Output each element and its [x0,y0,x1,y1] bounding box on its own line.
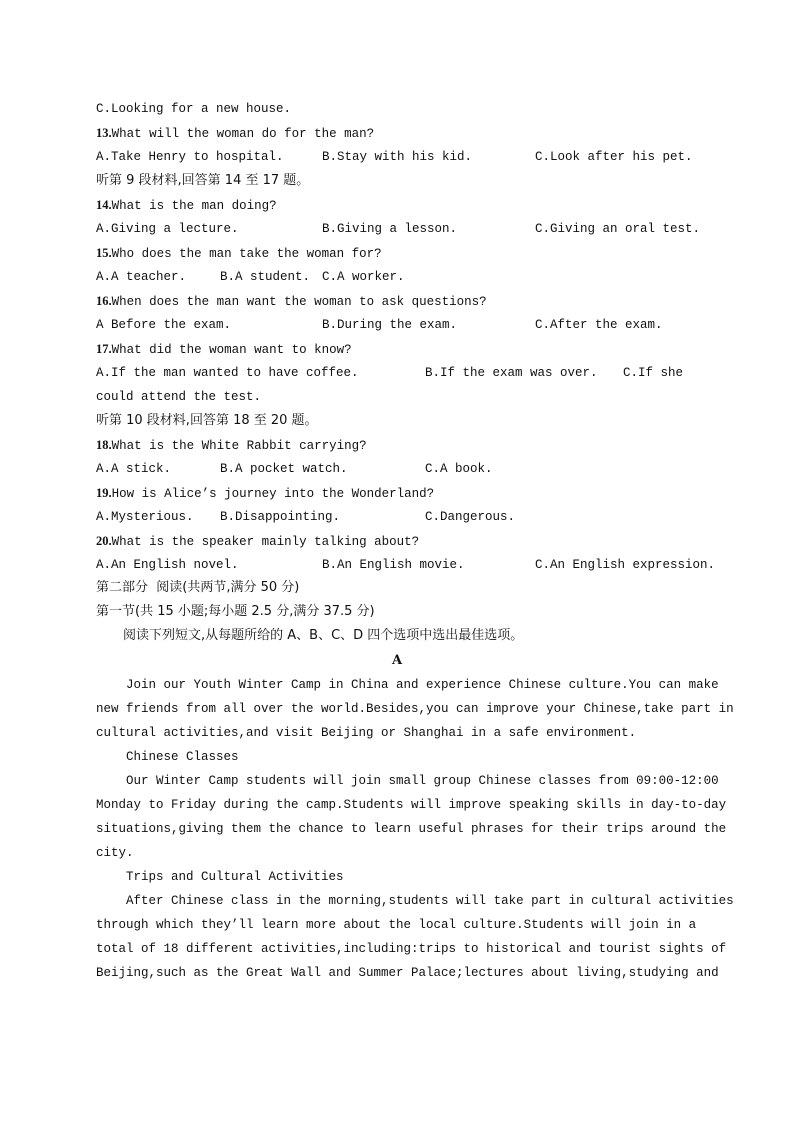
paragraph-line: Monday to Friday during the camp.Students will improve speaking skills in day-to-day [96,798,727,812]
paragraph-line: through which they’ll learn more about the local culture.Students will join in a [96,918,697,932]
question-number: 19. [96,486,112,500]
question-text: What is the White Rabbit carrying? [111,439,367,453]
question-number: 16. [96,294,112,308]
option-b: B.Giving a lesson. [322,222,458,236]
paragraph-line: total of 18 different activities,including:trips to historical and tourist sights of [96,942,727,956]
question-number: 18. [96,438,112,452]
question-text: What is the speaker mainly talking about? [111,535,420,549]
option-a: A.Take Henry to hospital. [96,150,284,164]
option-a: A.An English novel. [96,558,239,572]
option-b: B.An English movie. [322,558,465,572]
section-instruction: 听第 10 段材料,回答第 18 至 20 题。 [96,413,318,428]
question-text: Who does the man take the woman for? [111,247,382,261]
option-c: C.An English expression. [535,558,716,572]
option-a: A.If the man wanted to have coffee. [96,366,359,380]
section-instruction: 听第 9 段材料,回答第 14 至 17 题。 [96,173,310,188]
question-16 [96,293,487,310]
option-b: B.A pocket watch. [220,462,348,476]
part-heading: 第二部分 阅读(共两节,满分 50 分) [96,580,300,595]
option-b: B.Stay with his kid. [322,150,473,164]
paragraph-line: Our Winter Camp students will join small group Chinese classes from 09:00-12:00 [96,774,719,788]
question-text: When does the man want the woman to ask questions? [111,295,487,309]
question-20 [96,533,419,550]
option-a: A.A stick. [96,462,172,476]
option-c: C.A worker. [322,270,405,284]
option-c-continued: could attend the test. [96,390,262,404]
option-a: A.Mysterious. [96,510,194,524]
option-c: C.A book. [425,462,493,476]
question-19 [96,485,434,502]
option-c: C.If she [623,366,684,380]
paragraph-line: new friends from all over the world.Besides,you can improve your Chinese,take part in [96,702,734,716]
question-number: 13. [96,126,112,140]
option-b: B.A student. [220,270,311,284]
option-a: A.Giving a lecture. [96,222,239,236]
option-line: C.Looking for a new house. [96,102,292,116]
question-number: 14. [96,198,112,212]
question-18 [96,437,367,454]
paragraph-line: situations,giving them the chance to learn useful phrases for their trips around the [96,822,727,836]
subheading: Chinese Classes [96,750,239,764]
paragraph-line: After Chinese class in the morning,students will take part in cultural activities [96,894,734,908]
option-a: A Before the exam. [96,318,232,332]
question-number: 17. [96,342,112,356]
option-c: C.Dangerous. [425,510,516,524]
section-heading: 第一节(共 15 小题;每小题 2.5 分,满分 37.5 分) [96,604,375,619]
paragraph-line: city. [96,846,134,860]
paragraph-line: cultural activities,and visit Beijing or Shanghai in a safe environment. [96,726,637,740]
option-c: C.Giving an oral test. [535,222,701,236]
subheading: Trips and Cultural Activities [96,870,344,884]
question-13 [96,125,374,142]
option-c: C.After the exam. [535,318,663,332]
question-17 [96,341,352,358]
option-c: C.Look after his pet. [535,150,693,164]
question-text: What did the woman want to know? [111,343,352,357]
option-a: A.A teacher. [96,270,187,284]
question-text: What is the man doing? [111,199,277,213]
reading-instruction: 阅读下列短文,从每题所给的 A、B、C、D 四个选项中选出最佳选项。 [123,628,524,643]
paragraph-line: Join our Youth Winter Camp in China and experience Chinese culture.You can make [96,678,719,692]
question-15 [96,245,382,262]
paragraph-line: Beijing,such as the Great Wall and Summer Palace;lectures about living,studying and [96,966,719,980]
question-number: 15. [96,246,112,260]
question-text: What will the woman do for the man? [111,127,375,141]
question-text: How is Alice’s journey into the Wonderland? [111,487,435,501]
passage-label: A [391,653,403,668]
option-b: B.During the exam. [322,318,458,332]
option-b: B.Disappointing. [220,510,341,524]
option-b: B.If the exam was over. [425,366,598,380]
question-14 [96,197,277,214]
question-number: 20. [96,534,112,548]
